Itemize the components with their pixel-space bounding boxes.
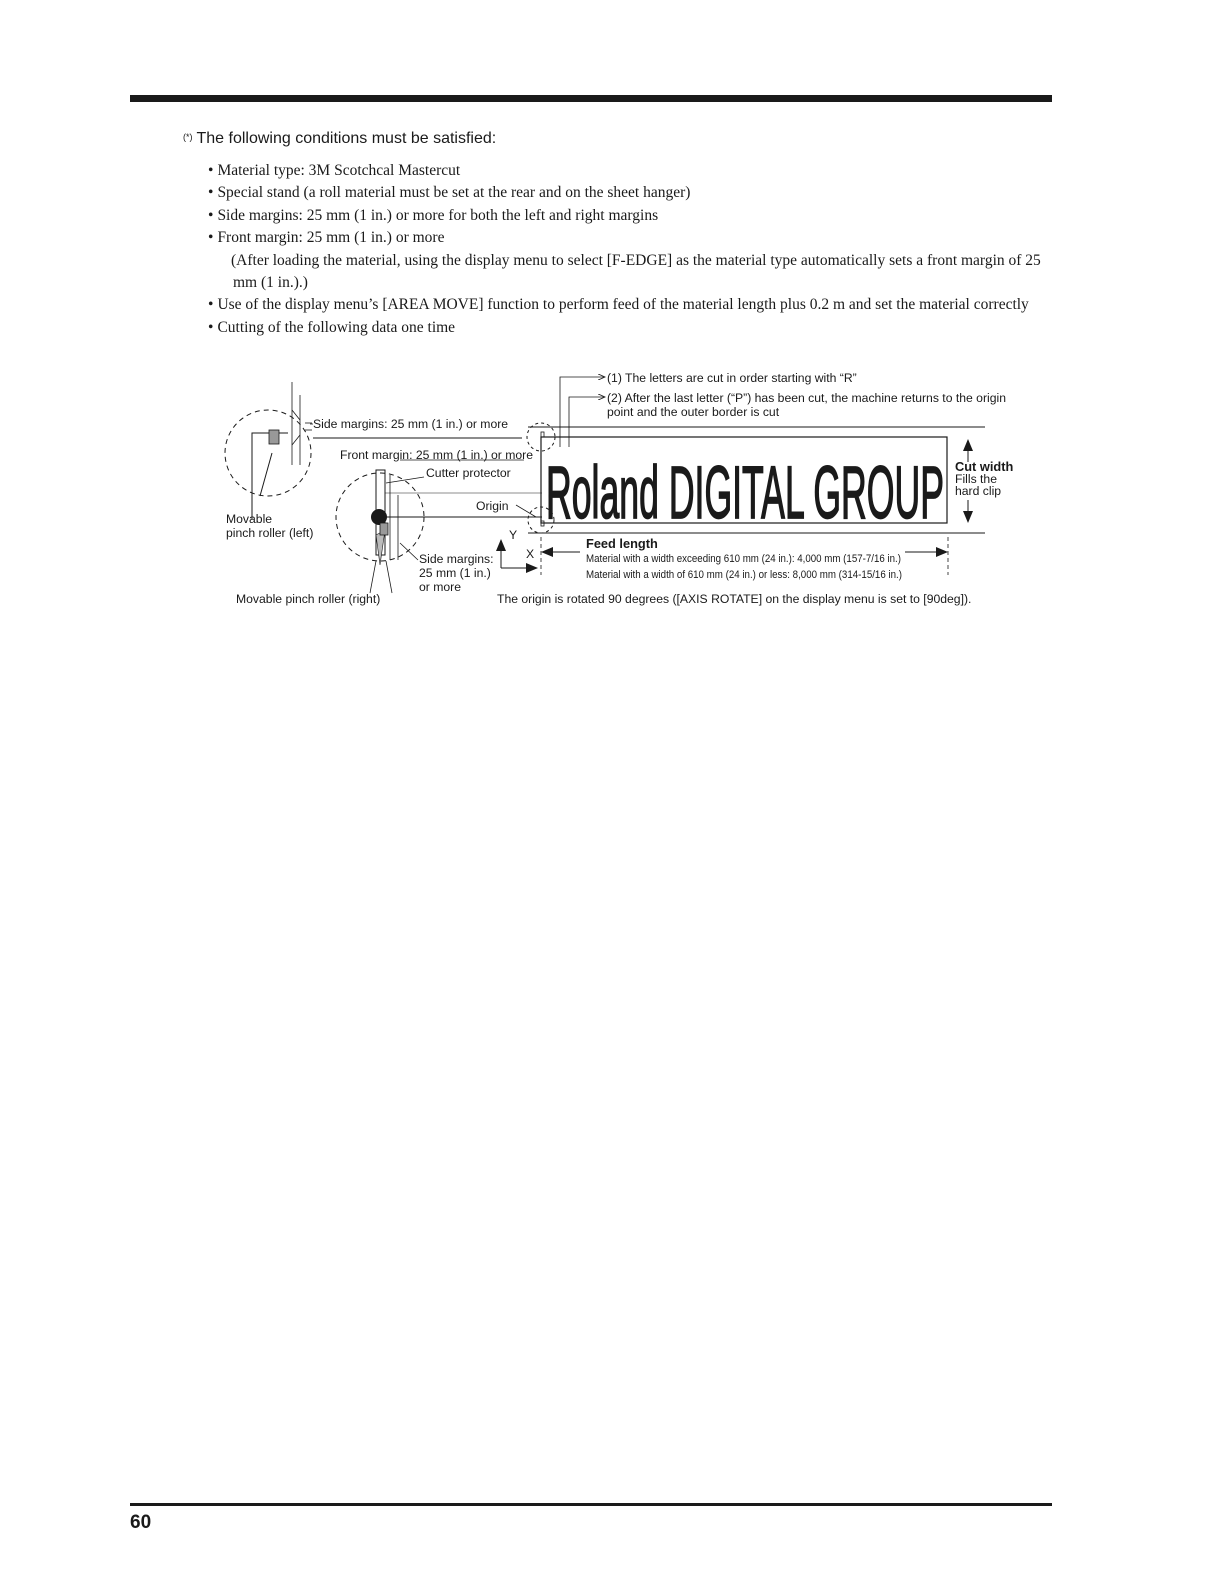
- sample-cut-letters: Roland DIGITAL GROUP: [546, 451, 944, 534]
- note-heading: [183, 130, 496, 148]
- cut-width-line2: hard clip: [955, 484, 1002, 498]
- condition-item: • Front margin: 25 mm (1 in.) or more (After loading the material, using the display menu to select [F-EDGE] as the material type automatically sets a front margin of 25 mm (1 in.).): [208, 227, 1048, 294]
- bottom-rule: [130, 1503, 1052, 1506]
- condition-item: • Use of the display menu’s [AREA MOVE] function to perform feed of the material length plus 0.2 m and set the material correctly: [208, 294, 1048, 316]
- side-margins-bottom-line1: Side margins:: [419, 552, 494, 566]
- step2-label-line1: (2) After the last letter (“P”) has been cut, the machine returns to the origin: [607, 391, 1006, 405]
- step2-label-line2: point and the outer border is cut: [607, 405, 780, 419]
- origin-label: Origin: [476, 499, 509, 513]
- left-pinch-roller-detail: [225, 382, 312, 519]
- feed-length-line2: Material with a width of 610 mm (24 in.) or less: 8,000 mm (314-15/16 in.): [586, 569, 902, 581]
- conditions-list: [208, 160, 1048, 339]
- asterisk-marker: (*): [183, 132, 193, 142]
- movable-left-label-line1: Movable: [226, 512, 273, 526]
- side-margins-bottom-line3: or more: [419, 580, 461, 594]
- movable-left-label-line2: pinch roller (left): [226, 526, 314, 540]
- condition-item: • Special stand (a roll material must be set at the rear and on the sheet hanger): [208, 182, 1048, 204]
- axis-x-label: X: [526, 547, 535, 561]
- cutter-protector-label: Cutter protector: [426, 466, 511, 480]
- feed-length-line1: Material with a width exceeding 610 mm (24 in.): 4,000 mm (157-7/16 in.): [586, 553, 901, 565]
- cut-width-line1: Fills the: [955, 472, 997, 486]
- cutting-diagram: [210, 365, 1050, 615]
- cut-width-title: Cut width: [955, 459, 1014, 474]
- front-margin-detail: (After loading the material, using the display menu to select [F-EDGE] as the material type automatically sets a front margin of 25 mm (1 in.).): [231, 251, 1041, 292]
- condition-item: • Material type: 3M Scotchcal Mastercut: [208, 160, 1048, 182]
- movable-right-label: Movable pinch roller (right): [236, 592, 381, 606]
- condition-item: • Cutting of the following data one time: [208, 317, 1048, 339]
- side-margins-bottom-line2: 25 mm (1 in.): [419, 566, 491, 580]
- condition-item: • Side margins: 25 mm (1 in.) or more for both the left and right margins: [208, 205, 1048, 227]
- step1-label: (1) The letters are cut in order starting with “R”: [607, 371, 857, 385]
- side-margins-top-label: Side margins: 25 mm (1 in.) or more: [313, 417, 509, 431]
- front-margin-label: Front margin: 25 mm (1 in.) or more: [340, 448, 534, 462]
- feed-length-title: Feed length: [586, 536, 658, 551]
- note-heading-text: The following conditions must be satisfied:: [196, 130, 497, 147]
- top-rule: [130, 95, 1052, 102]
- rotation-note: The origin is rotated 90 degrees ([AXIS ROTATE] on the display menu is set to [90deg]).: [497, 592, 972, 606]
- page-number: 60: [130, 1512, 152, 1533]
- axis-y-label: Y: [509, 528, 518, 542]
- material-sheet: [527, 423, 985, 534]
